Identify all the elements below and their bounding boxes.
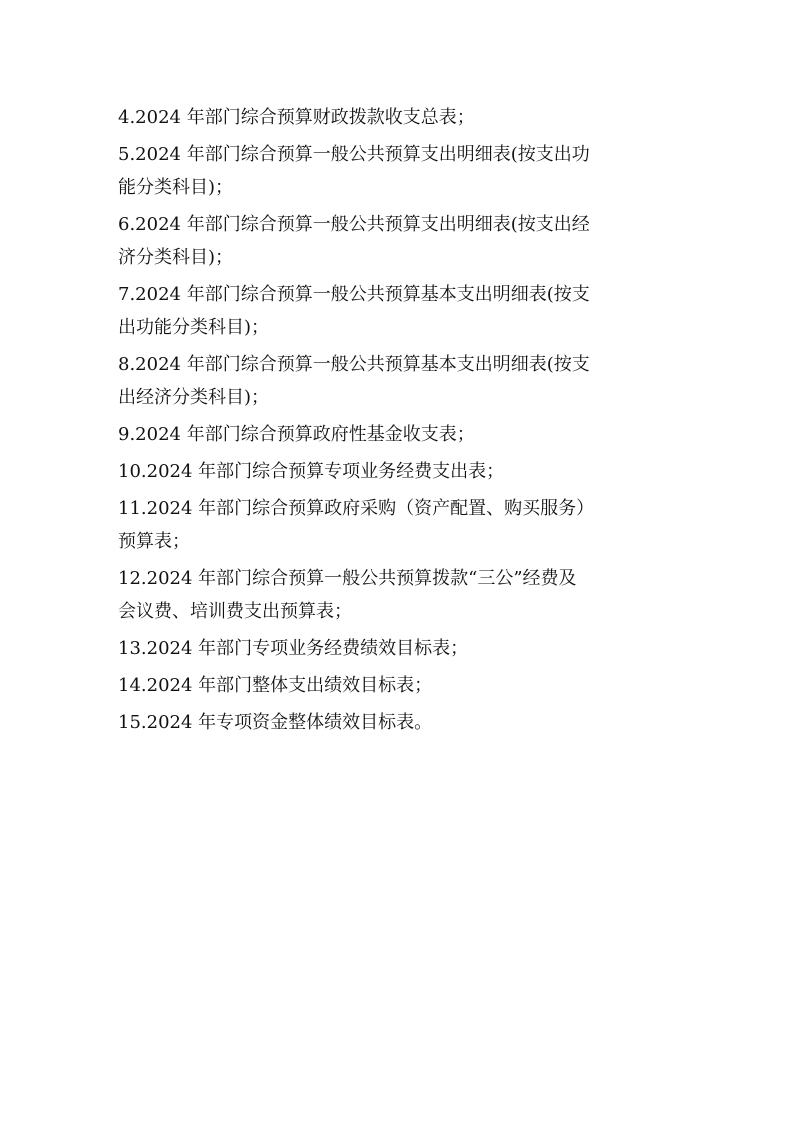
list-item-text-continued: 会议费、培训费支出预算表； — [118, 601, 352, 622]
list-item-4 — [118, 101, 678, 134]
list-item-5 — [118, 138, 678, 204]
list-item-13 — [118, 632, 678, 665]
list-item-text-continued: 出经济分类科目)； — [118, 387, 270, 408]
list-item-12 — [118, 562, 678, 628]
list-item-text: 9.2024 年部门综合预算政府性基金收支表； — [118, 424, 475, 445]
list-item-text: 15.2024 年专项资金整体绩效目标表。 — [118, 712, 433, 733]
list-item-text: 8.2024 年部门综合预算一般公共预算基本支出明细表(按支 — [118, 354, 590, 375]
list-item-text-continued: 出功能分类科目)； — [118, 317, 270, 338]
list-item-text: 14.2024 年部门整体支出绩效目标表； — [118, 675, 433, 696]
list-item-text: 6.2024 年部门综合预算一般公共预算支出明细表(按支出经 — [118, 214, 590, 235]
list-item-text: 13.2024 年部门专项业务经费绩效目标表； — [118, 638, 469, 659]
list-item-text: 5.2024 年部门综合预算一般公共预算支出明细表(按支出功 — [118, 144, 590, 165]
list-item-9 — [118, 418, 678, 451]
list-item-text: 10.2024 年部门综合预算专项业务经费支出表； — [118, 461, 505, 482]
list-item-text-continued: 能分类科目)； — [118, 177, 234, 198]
table-list — [118, 101, 678, 743]
list-item-7 — [118, 278, 678, 344]
list-item-text: 4.2024 年部门综合预算财政拨款收支总表； — [118, 107, 475, 128]
list-item-11 — [118, 492, 678, 558]
list-item-8 — [118, 348, 678, 414]
list-item-6 — [118, 208, 678, 274]
list-item-text: 11.2024 年部门综合预算政府采购（资产配置、购买服务） — [118, 498, 595, 519]
list-item-15 — [118, 706, 678, 739]
list-item-text: 12.2024 年部门综合预算一般公共预算拨款“三公”经费及 — [118, 568, 577, 589]
list-item-text: 7.2024 年部门综合预算一般公共预算基本支出明细表(按支 — [118, 284, 590, 305]
list-item-14 — [118, 669, 678, 702]
list-item-text-continued: 预算表； — [118, 531, 190, 552]
list-item-text-continued: 济分类科目)； — [118, 247, 234, 268]
list-item-10 — [118, 455, 678, 488]
